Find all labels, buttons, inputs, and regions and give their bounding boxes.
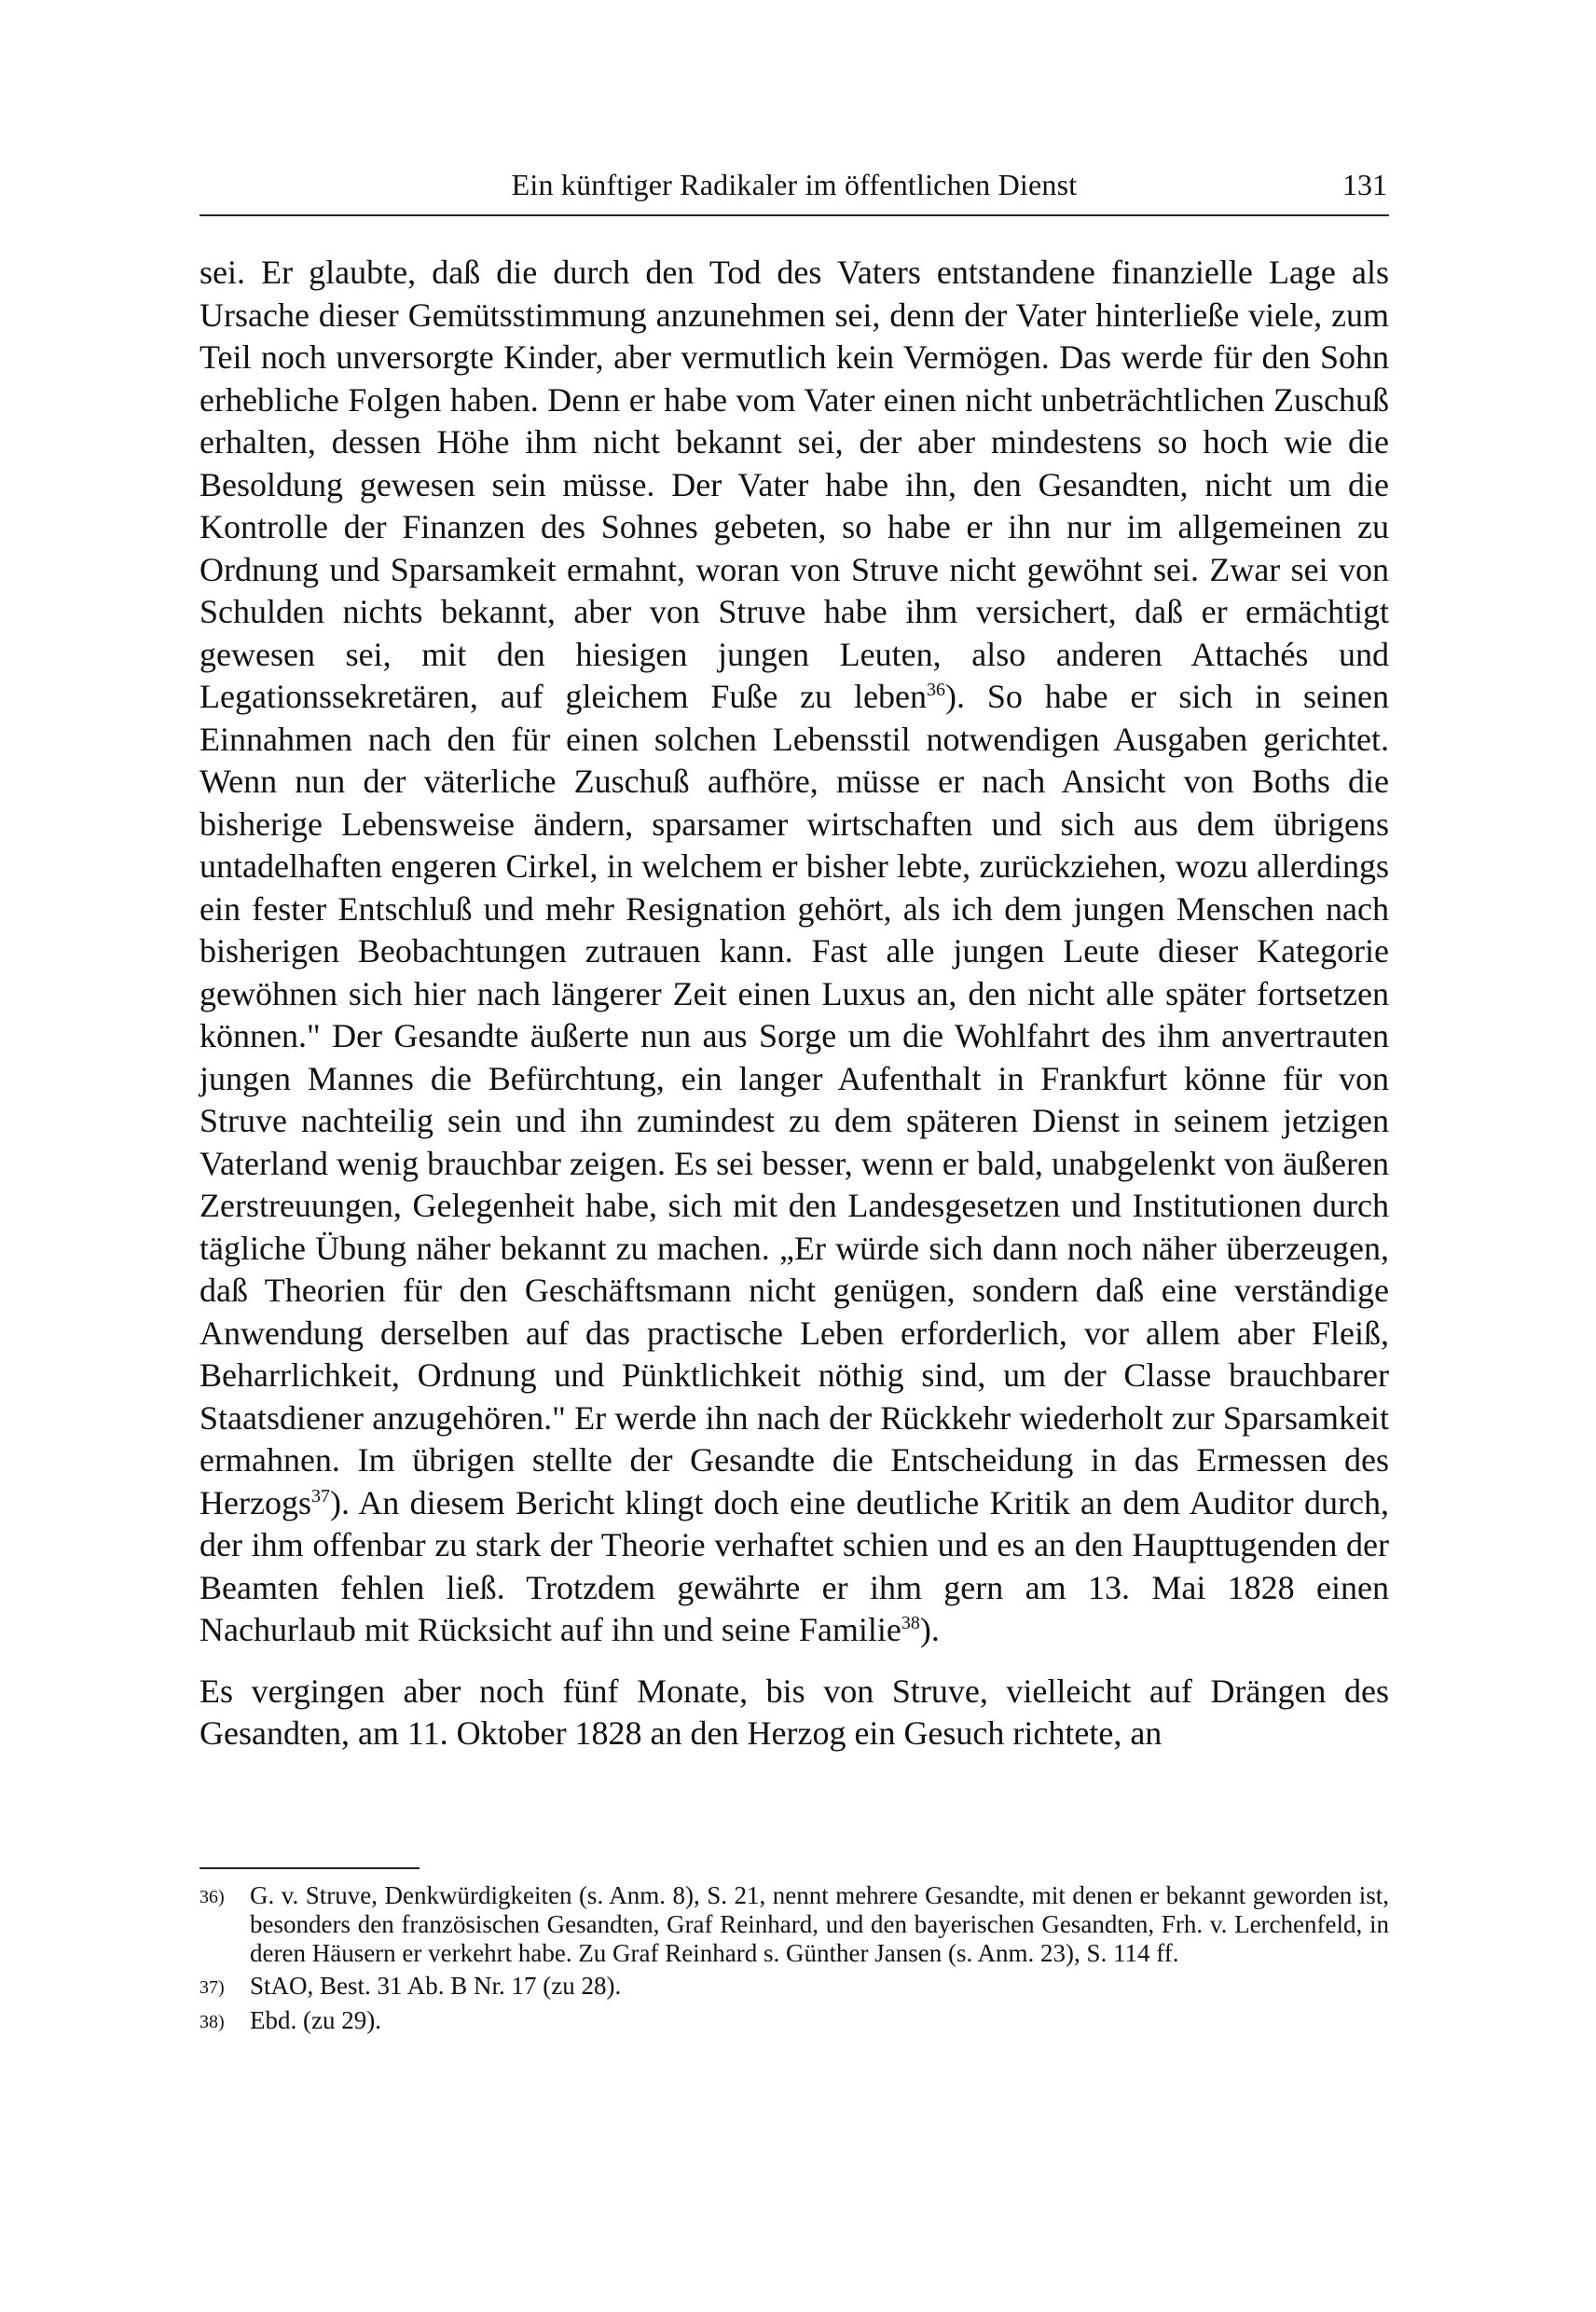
footnote-text: StAO, Best. 31 Ab. B Nr. 17 (zu 28). [250, 1972, 622, 2000]
paragraph [200, 252, 1389, 1652]
footnote-separator [200, 1867, 420, 1869]
paragraph-text: sei. Er glaubte, daß die durch den Tod des Vaters entstandene finanzielle Lage als Ursache dieser Gemütsstimmung anzunehmen sei, denn der Vater hinterließe viele, zum Teil noch unversorgte Kinder, aber vermutlich kein Vermögen. Das werde für den Sohn erhebliche Folgen haben. Denn er habe vom Vater einen nicht unbeträchtlichen Zuschuß erhalten, dessen Höhe ihm nicht bekannt sei, der aber mindestens so hoch wie die Besoldung gewesen sein müsse. Der Vater habe ihn, den Gesandten, nicht um die Kontrolle der Finanzen des Sohnes gebeten, so habe er ihn nur im allgemeinen zu Ordnung und Sparsamkeit ermahnt, woran von Struve nicht gewöhnt sei. Zwar sei von Schulden nichts bekannt, aber von Struve habe ihm versichert, daß er ermächtigt gewesen sei, mit den hiesigen jungen Leuten, also anderen Attachés und Legationssekretären, auf gleichem Fuße zu leben [200, 254, 1389, 715]
running-title: Ein künftiger Radikaler im öffentlichen Dienst [511, 168, 1078, 201]
footnote [200, 2006, 1389, 2037]
footnote [200, 1972, 1389, 2002]
footnotes [200, 1881, 1389, 2041]
footnote-label: 36) [200, 1887, 225, 1907]
body-text [200, 252, 1389, 1755]
footnote-text: G. v. Struve, Denkwürdigkeiten (s. Anm. 8), S. 21, nennt mehrere Gesandte, mit denen er bekannt geworden ist, besonders den französischen Gesandten, Graf Reinhard, und den bayerischen Gesandten, Frh. v. Lerchenfeld, in deren Häusern er verkehrt habe. Zu Graf Reinhard s. Günther Jansen (s. Anm. 23), S. 114 ff. [250, 1881, 1389, 1967]
footnote-ref-37: 37 [310, 1485, 330, 1507]
paragraph-text: ). [919, 1611, 940, 1648]
footnote-label: 37) [200, 1977, 225, 1998]
footnote [200, 1881, 1389, 1968]
paragraph-text: ). So habe er sich in seinen Einnahmen nach den für einen solchen Lebensstil notwendigen Ausgaben gerichtet. Wenn nun der väterliche Zuschuß aufhöre, müsse er nach Ansicht von Boths die bisherige Lebensweise ändern, sparsamer wirtschaften und sich aus dem übrigens untadelhaften engeren Cirkel, in welchem er bisher lebte, zurückziehen, wozu allerdings ein fester Entschluß und mehr Resignation gehört, als ich dem jungen Menschen nach bisherigen Beobachtungen zutrauen kann. Fast alle jungen Leute dieser Kategorie gewöhnen sich hier nach längerer Zeit einen Luxus an, den nicht alle später fortsetzen können." Der Gesandte äußerte nun aus Sorge um die Wohlfahrt des ihm anvertrauten jungen Mannes die Befürchtung, ein langer Aufenthalt in Frankfurt könne für von Struve nachteilig sein und ihn zumindest zu dem späteren Dienst in seinem jetzigen Vaterland wenig brauchbar zeigen. Es sei besser, wenn er bald, unabgelenkt von äußeren Zerstreuungen, Gelegenheit habe, sich mit den Landesgesetzen und Institutionen durch tägliche Übung näher bekannt zu machen. „Er würde sich dann noch näher überzeugen, daß Theorien für den Geschäftsmann nicht genügen, sondern daß eine verständige Anwendung derselben auf das practische Leben erforderlich, vor allem aber Fleiß, Beharrlichkeit, Ordnung und Pünktlichkeit nöthig sind, um der Classe brauchbarer Staatsdiener anzugehören." Er werde ihn nach der Rückkehr wiederholt zur Sparsamkeit ermahnen. Im übrigen stellte der Gesandte die Entscheidung in das Ermessen des Herzogs [200, 678, 1389, 1521]
footnote-ref-36: 36 [926, 680, 945, 700]
paragraph-text: ). An diesem Bericht klingt doch eine deutliche Kritik an dem Auditor durch, der ihm offenbar zu stark der Theorie verhaftet schien und es an den Haupttugenden der Beamten fehlen ließ. Trotzdem gewährte er ihm gern am 13. Mai 1828 einen Nachurlaub mit Rücksicht auf ihn und seine Familie [200, 1483, 1389, 1648]
paragraph: Es vergingen aber noch fünf Monate, bis von Struve, vielleicht auf Drängen des Gesandten, am 11. Oktober 1828 an den Herzog ein Gesuch richtete, an [200, 1672, 1389, 1752]
footnote-ref-38: 38 [901, 1613, 920, 1633]
footnote-label: 38) [200, 2012, 225, 2032]
running-header [200, 168, 1389, 216]
footnote-text: Ebd. (zu 29). [250, 2006, 381, 2034]
page-number: 131 [1342, 168, 1387, 201]
